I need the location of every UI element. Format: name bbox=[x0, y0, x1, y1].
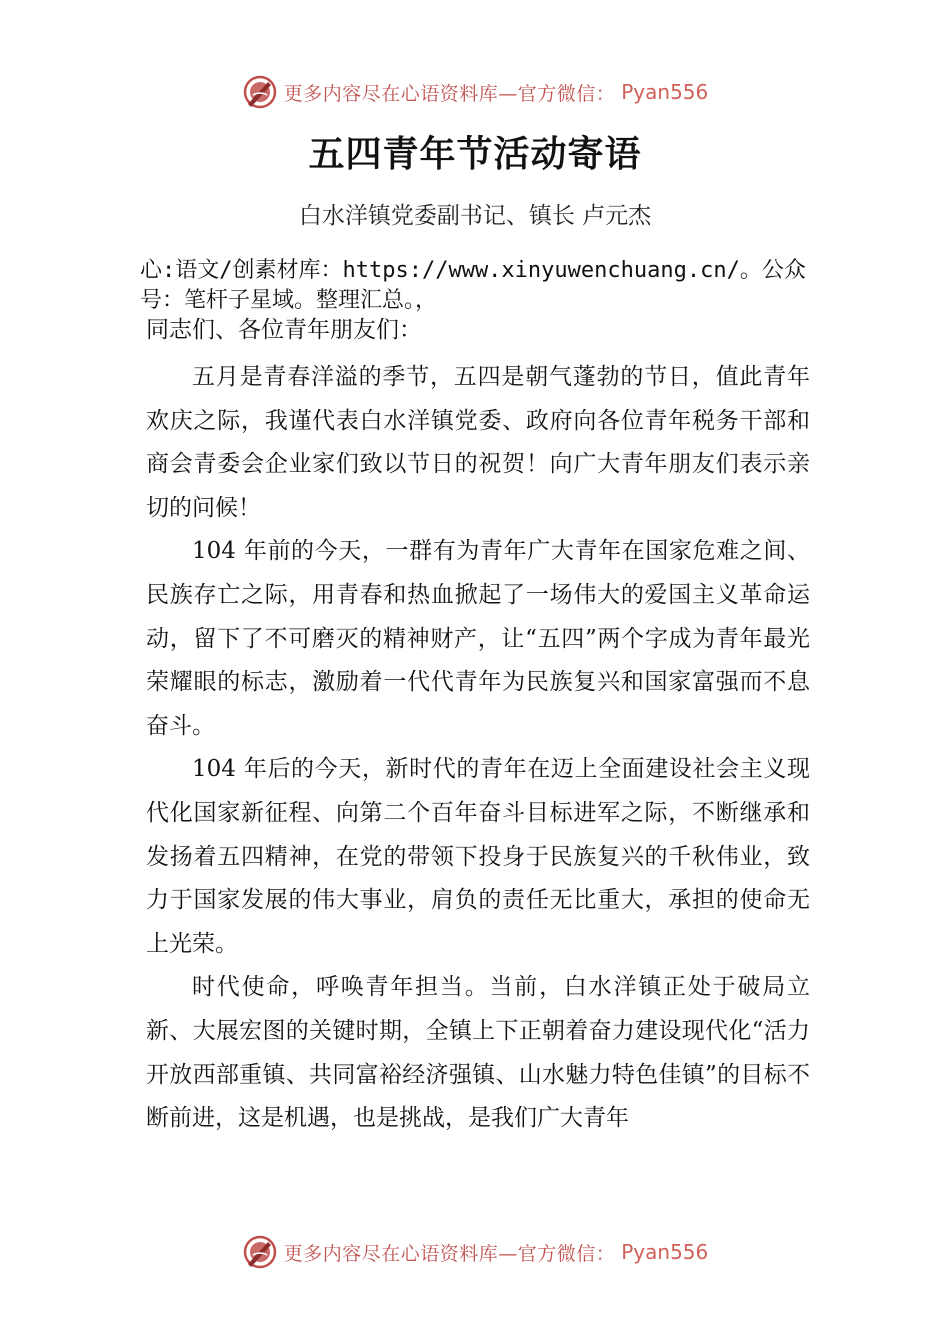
header-watermark bbox=[0, 72, 950, 112]
paragraph: 104 年前的今天，一群有为青年广大青年在国家危难之间、民族存亡之际，用青春和热血掀起了一场伟大的爱国主义革命运动，留下了不可磨灭的精神财产，让“五四”两个字成为青年最光荣耀眼的标志，激励着一代代青年为民族复兴和国家富强而不息奋斗。 bbox=[146, 538, 810, 739]
author-byline: 白水洋镇党委副书记、镇长 卢元杰 bbox=[298, 203, 652, 229]
watermark-text: 更多内容尽在心语资料库—官方微信： bbox=[283, 1242, 616, 1265]
document-title: 五四青年节活动寄语 bbox=[308, 133, 642, 175]
paragraph: 104 年后的今天，新时代的青年在迈上全面建设社会主义现代化国家新征程、向第二个百年奋斗目标进军之际，不断继承和发扬着五四精神，在党的带领下投身于民族复兴的千秋伟业，致力于国家发展的伟大事业，肩负的责任无比重大，承担的使命无上光荣。 bbox=[146, 756, 810, 957]
paragraph: 五月是青春洋溢的季节，五四是朝气蓬勃的节日，值此青年欢庆之际，我谨代表白水洋镇党委、政府向各位青年税务干部和商会青委会企业家们致以节日的祝贺！向广大青年朋友们表示亲切的问候！ bbox=[146, 364, 810, 521]
body-text bbox=[146, 356, 810, 1141]
brush-logo-icon bbox=[242, 74, 278, 110]
paragraph: 时代使命，呼唤青年担当。当前，白水洋镇正处于破局立新、大展宏图的关键时期，全镇上下正朝着奋力建设现代化“活力开放西部重镇、共同富裕经济强镇、山水魅力特色佳镇”的目标不断前进，这是机遇，也是挑战，是我们广大青年 bbox=[146, 974, 810, 1132]
watermark-wechat-id: Pyan556 bbox=[621, 80, 709, 104]
source-note: 心:语文/创素材库：https://www.xinyuwenchuang.cn/。公众号：笔杆子星域。整理汇总。， bbox=[140, 258, 806, 313]
brush-logo-icon bbox=[242, 1234, 278, 1270]
greeting: 同志们、各位青年朋友们： bbox=[146, 317, 422, 343]
watermark-text: 更多内容尽在心语资料库—官方微信： bbox=[283, 82, 616, 105]
footer-watermark bbox=[0, 1232, 950, 1272]
watermark-wechat-id: Pyan556 bbox=[621, 1240, 709, 1264]
